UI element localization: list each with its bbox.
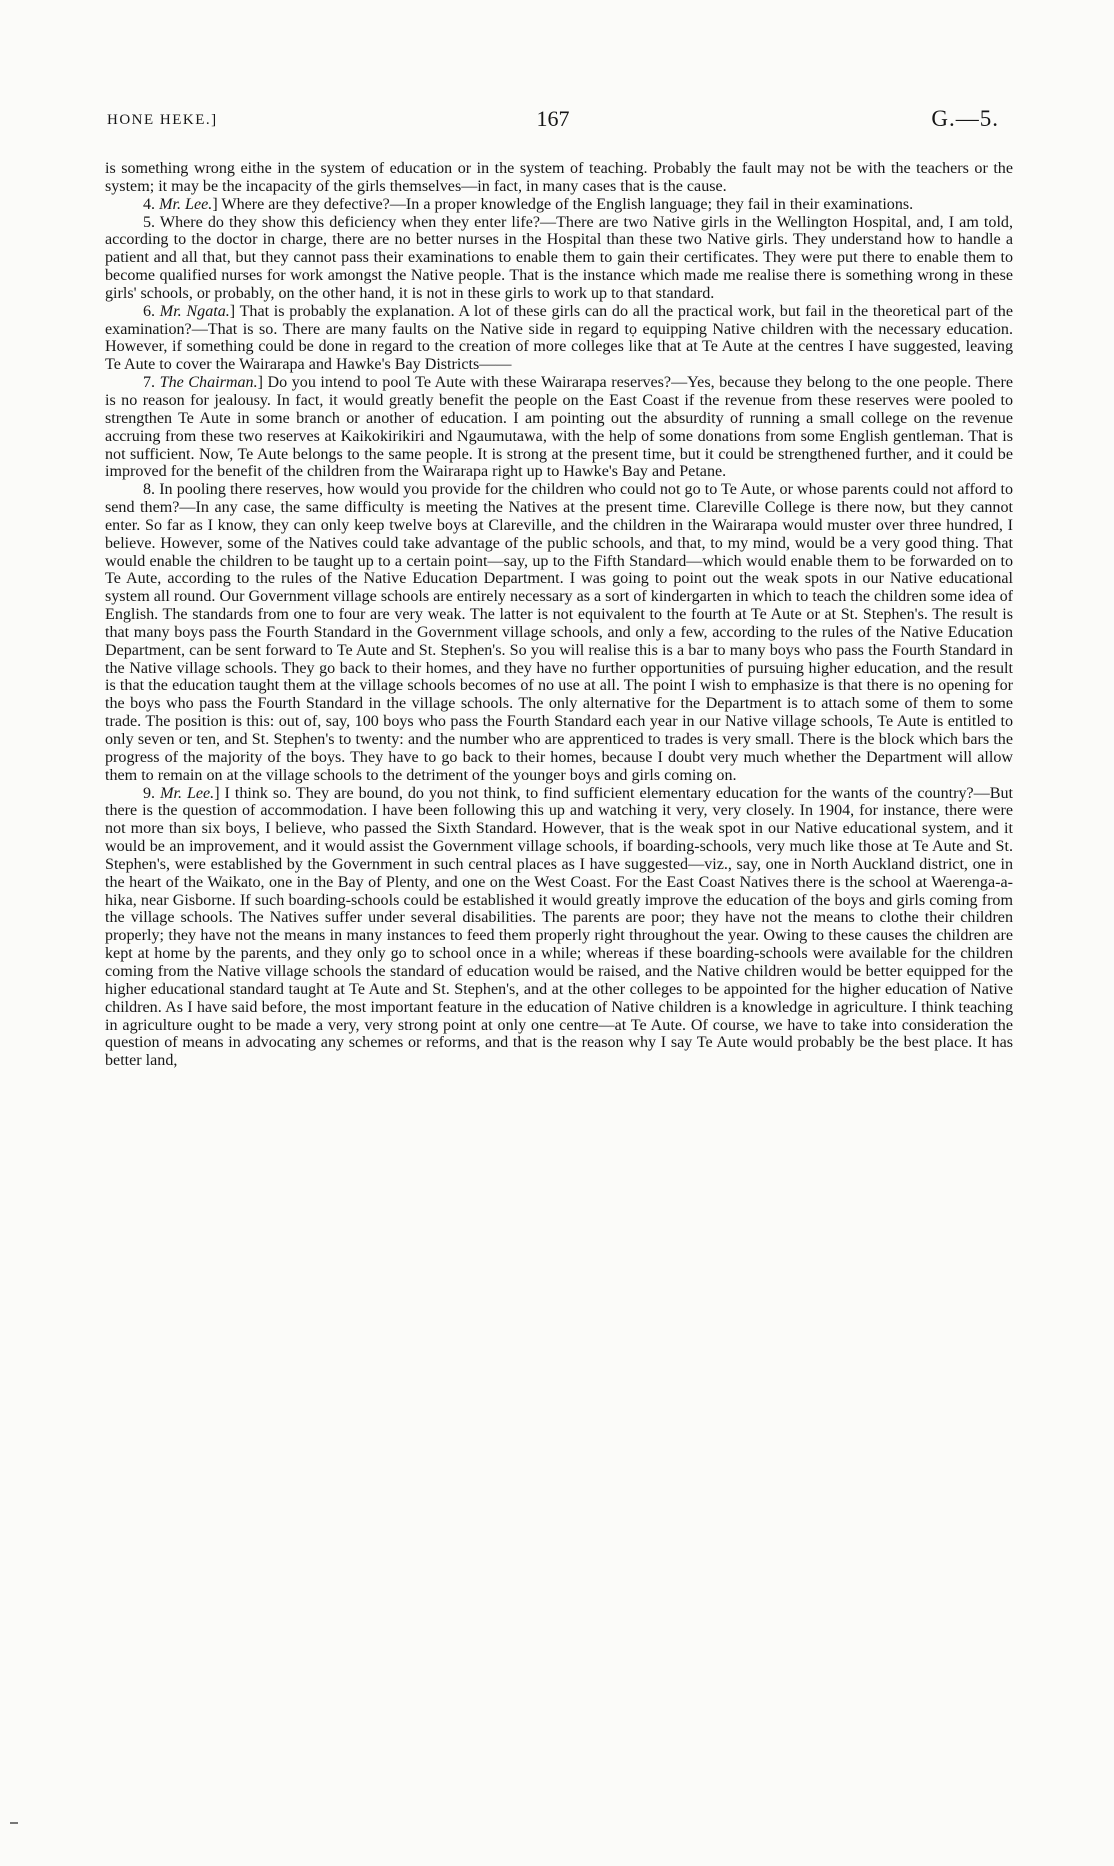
paragraph-text: ] Where are they defective?—In a proper knowledge of the English language; they fail in their examinations. bbox=[212, 195, 914, 213]
speaker-name: Mr. Lee. bbox=[160, 784, 215, 802]
paragraph-text: In pooling there reserves, how would you provide for the children who could not go to Te Aute, or whose parents could not afford to send them?—In any case, the same difficulty is meeting the Natives at the present time. Clareville College is there now, but they cannot enter. So far as I know, they can only keep twelve boys at Clareville, and the children in the Wairarapa would muster over three hundred, I believe. However, some of the Natives could take advantage of the public schools, and that, to my mind, would be a very good thing. That would enable the children to be taught up to a certain point—say, up to the Fifth Standard—which would enable them to be forwarded on to Te Aute, according to the rules of the Native Education Department. I was going to point out the weak spots in our Native educational system all round. Our Government village schools are entirely necessary as a sort of kindergarten in which to teach the children some idea of English. The standards from one to four are very weak. The latter is not equivalent to the fourth at Te Aute or at St. Stephen's. The result is that many boys pass the Fourth Standard in the Government village schools, and only a few, according to the rules of the Native Education Department, can be sent forward to Te Aute and St. Stephen's. So you will realise this is a bar to many boys who pass the Fourth Standard in the Native village schools. They go back to their homes, and they have no further opportunities of pursuing higher education, and the result is that the education taught them at the village schools becomes of no use at all. The point I wish to emphasize is that there is no opening for the boys who pass the Fourth Standard in the village schools. The only alternative for the Department is to attach some of them to some trade. The position is this: out of, say, 100 boys who pass the Fourth Standard each year in our Native village schools, Te Aute is entitled to only seven or ten, and St. Stephen's to twenty: and the number who are apprenticed to trades is very small. There is the block which bars the progress of the majority of the boys. They have to go back to their homes, because I doubt very much whether the Department will allow them to remain on at the village schools to the detriment of the younger boys and girls coming on. bbox=[105, 481, 1013, 784]
paragraph-question-5 bbox=[105, 214, 1013, 303]
speaker-name: Mr. Lee. bbox=[159, 195, 213, 213]
speaker-name: Mr. Ngata. bbox=[159, 302, 230, 320]
header-witness-name: HONE HEKE.] bbox=[107, 112, 218, 128]
question-number: 4. bbox=[143, 195, 156, 213]
margin-mark bbox=[10, 1822, 18, 1824]
paragraph-question-8 bbox=[105, 481, 1013, 784]
page-header bbox=[107, 102, 999, 138]
document-body bbox=[105, 160, 1013, 1070]
paragraph-text: ] I think so. They are bound, do you not think, to find sufficient elementary education for the wants of the country?—But there is the question of accommodation. I have been following this up and watching it very, very closely. In 1904, for instance, there were not more than six boys, I believe, who passed the Sixth Standard. However, that is the weak spot in our Native educational system, and it would be an improvement, and it would assist the Government village schools, if boarding-schools, very much like those at Te Aute and St. Stephen's, were established by the Government in such central places as I have suggested—viz., say, one in North Auckland district, one in the heart of the Waikato, one in the Bay of Plenty, and one on the West Coast. For the East Coast Natives there is the school at Waerenga-a-hika, near Gisborne. If such boarding-schools could be established it would greatly improve the education of the boys and girls coming from the village schools. The Natives suffer under several disabilities. The parents are poor; they have not the means to clothe their children properly; they have not the means in many instances to feed them properly right throughout the year. Owing to these causes the children are kept at home by the parents, and they only go to school once in a while; whereas if these boarding-schools were available for the children coming from the Native village schools the standard of education would be raised, and the Native children would be better equipped for the higher educational standard taught at Te Aute and St. Stephen's, and at the other colleges to be appointed for the higher education of Native children. As I have said before, the most important feature in the education of Native children is a knowledge in agriculture. I think teaching in agriculture ought to be made a very, very strong point at only one centre—at Te Aute. Of course, we have to take into consideration the question of means in advocating any schemes or reforms, and that is the reason why I say Te Aute would probably be the best place. It has better land, bbox=[105, 784, 1013, 1070]
paragraph-question-9 bbox=[105, 785, 1013, 1071]
question-number: 8. bbox=[143, 481, 156, 499]
document-code: G.—5. bbox=[931, 106, 999, 131]
paragraph-question-6 bbox=[105, 303, 1013, 374]
paragraph-text: ] That is probably the explanation. A lot of these girls can do all the practical work, but fail in the theoretical part of the examination?—That is so. There are many faults on the Native side in regard tọ equipping Native children with the necessary education. However, if something could be done in regard to the creation of more colleges like that at Te Aute at the centres I have suggested, leaving Te Aute to cover the Wairarapa and Hawke's Bay Districts—— bbox=[105, 302, 1013, 374]
paragraph-question-4 bbox=[105, 196, 1013, 214]
paragraph-text: ] Do you intend to pool Te Aute with these Wairarapa reserves?—Yes, because they belong to the one people. There is no reason for jealousy. In fact, it would greatly benefit the people on the East Coast if the revenue from these reserves were pooled to strengthen Te Aute in some branch or another of education. I am pointing out the absurdity of running a small college on the revenue accruing from these two reserves at Kaikokirikiri and Ngaumutawa, with the help of some donations from some English gentleman. That is not sufficient. Now, Te Aute belongs to the same people. It is strong at the present time, but it could be strengthened further, and it could be improved for the benefit of the children from the Wairarapa right up to Hawke's Bay and Petane. bbox=[105, 374, 1013, 481]
question-number: 9. bbox=[143, 784, 156, 802]
speaker-name: The Chairman. bbox=[159, 374, 258, 392]
question-number: 6. bbox=[143, 302, 156, 320]
paragraph-question-7 bbox=[105, 374, 1013, 481]
question-number: 5. bbox=[143, 213, 156, 231]
paragraph-text: Where do they show this deficiency when they enter life?—There are two Native girls in the Wellington Hospital, and, I am told, according to the doctor in charge, there are no better nurses in the Hospital than these two Native girls. They understand how to handle a patient and all that, but they cannot pass their examinations to enable them to gain their certificates. They were put there to enable them to become qualified nurses for work amongst the Native people. That is the instance which made me realise there is something wrong in these girls' schools, or probably, on the other hand, it is not in these girls to work up to that standard. bbox=[105, 213, 1013, 302]
page-number: 167 bbox=[536, 106, 570, 131]
question-number: 7. bbox=[143, 374, 156, 392]
paragraph-continuation bbox=[105, 160, 1013, 196]
paragraph-text: is something wrong eithe in the system of education or in the system of teaching. Probably the fault may not be with the teachers or the system; it may be the incapacity of the girls themselves—in fact, in many cases that is the cause. bbox=[105, 160, 1013, 195]
